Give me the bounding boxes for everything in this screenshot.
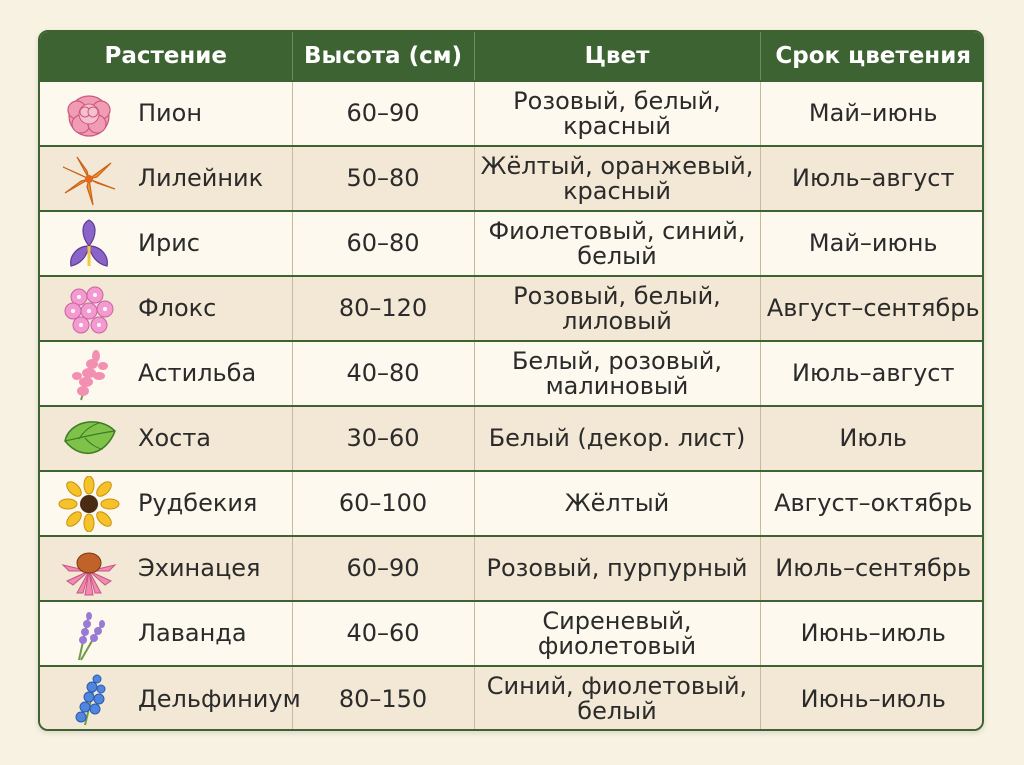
cell-plant: [40, 601, 292, 666]
plant-name: Пион: [138, 99, 203, 127]
table-body: [40, 81, 984, 731]
table-row: [40, 406, 984, 471]
table-row: [40, 536, 984, 601]
cell-height: 40–80: [292, 341, 474, 406]
header-height: Высота (см): [292, 32, 474, 81]
cell-height: 60–90: [292, 536, 474, 601]
peony-icon: [54, 85, 124, 143]
table-row: [40, 666, 984, 731]
table-row: [40, 211, 984, 276]
cell-height: 30–60: [292, 406, 474, 471]
cell-color: Белый, розовый, малиновый: [474, 341, 760, 406]
plant-name: Лилейник: [138, 164, 264, 192]
cell-color: Белый (декор. лист): [474, 406, 760, 471]
plant-name: Лаванда: [138, 619, 247, 647]
cell-height: 80–120: [292, 276, 474, 341]
cell-bloom: Июнь–июль: [760, 601, 984, 666]
cell-color: Жёлтый, оранжевый, красный: [474, 146, 760, 211]
table-row: [40, 471, 984, 536]
cell-plant: [40, 536, 292, 601]
plant-name: Астильба: [138, 359, 257, 387]
cell-plant: [40, 81, 292, 146]
cell-plant: [40, 471, 292, 536]
iris-icon: [54, 215, 124, 273]
cell-bloom: Июль–август: [760, 146, 984, 211]
phlox-icon: [54, 280, 124, 338]
cell-height: 40–60: [292, 601, 474, 666]
cell-bloom: Август–октябрь: [760, 471, 984, 536]
table-row: [40, 341, 984, 406]
cell-bloom: Июнь–июль: [760, 666, 984, 731]
cell-color: Сиреневый, фиолетовый: [474, 601, 760, 666]
lavender-icon: [54, 605, 124, 663]
cell-color: Розовый, белый, лиловый: [474, 276, 760, 341]
hosta-leaf-icon: [54, 410, 124, 468]
plant-table: [40, 32, 984, 731]
table-row: [40, 81, 984, 146]
cell-color: Фиолетовый, синий, белый: [474, 211, 760, 276]
cell-plant: [40, 406, 292, 471]
astilbe-icon: [54, 345, 124, 403]
cell-bloom: Май–июнь: [760, 211, 984, 276]
daylily-icon: [54, 150, 124, 208]
plant-name: Дельфиниум: [138, 684, 301, 713]
plant-name: Рудбекия: [138, 489, 258, 517]
plant-name: Флокс: [138, 294, 217, 322]
cell-bloom: Август–сентябрь: [760, 276, 984, 341]
cell-bloom: Июль–сентябрь: [760, 536, 984, 601]
cell-color: Розовый, пурпурный: [474, 536, 760, 601]
cell-plant: [40, 146, 292, 211]
cell-bloom: Июль: [760, 406, 984, 471]
header-plant: Растение: [40, 32, 292, 81]
cell-color: Синий, фиолетовый, белый: [474, 666, 760, 731]
header-bloom: Срок цветения: [760, 32, 984, 81]
rudbeckia-icon: [54, 475, 124, 533]
cell-plant: [40, 341, 292, 406]
cell-height: 50–80: [292, 146, 474, 211]
table-row: [40, 601, 984, 666]
cell-height: 60–80: [292, 211, 474, 276]
cell-plant: [40, 276, 292, 341]
table-row: [40, 146, 984, 211]
plant-name: Ирис: [138, 229, 200, 257]
table-row: [40, 276, 984, 341]
cell-height: 60–100: [292, 471, 474, 536]
plant-table-card: [38, 30, 984, 731]
plant-name: Эхинацея: [138, 554, 261, 582]
cell-bloom: Июль–август: [760, 341, 984, 406]
plant-name: Хоста: [138, 424, 212, 452]
echinacea-icon: [54, 540, 124, 598]
cell-color: Жёлтый: [474, 471, 760, 536]
cell-color: Розовый, белый, красный: [474, 81, 760, 146]
cell-plant: [40, 211, 292, 276]
cell-height: 60–90: [292, 81, 474, 146]
cell-plant: [40, 666, 301, 731]
cell-bloom: Май–июнь: [760, 81, 984, 146]
delphinium-icon: [54, 670, 124, 728]
header-color: Цвет: [474, 32, 760, 81]
table-header-row: [40, 32, 984, 81]
cell-height: 80–150: [292, 666, 474, 731]
